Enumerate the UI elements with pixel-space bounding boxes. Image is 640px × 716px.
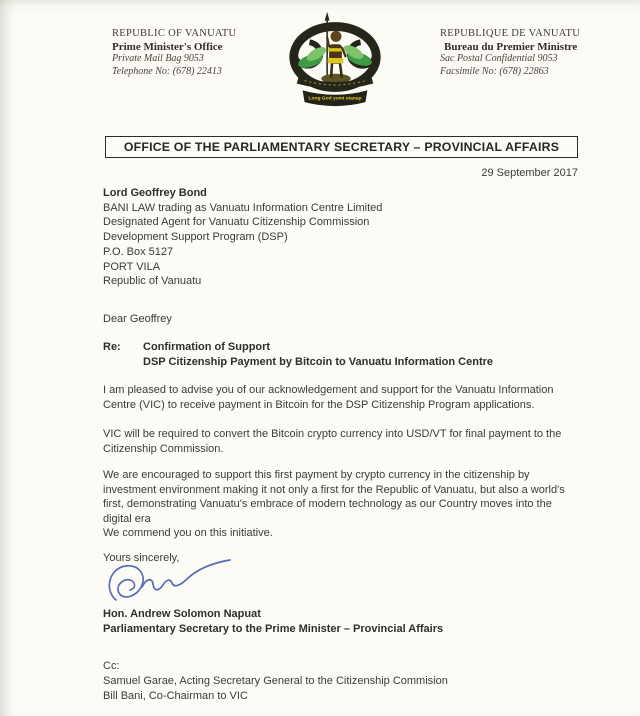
letterhead-right-mailbag: Sac Postal Confidential 9053	[440, 53, 558, 64]
letter-date: 29 September 2017	[481, 167, 578, 179]
cc-entry: Samuel Garae, Acting Secretary General to the Citizenship Commision	[103, 674, 448, 687]
letterhead-right	[440, 28, 580, 78]
subject-block	[103, 340, 578, 369]
letterhead-left	[112, 28, 236, 78]
letterhead-left-mailbag: Private Mail Bag 9053	[112, 53, 204, 64]
recipient-line: Development Support Program (DSP)	[103, 231, 288, 244]
letterhead-left-telephone: Telephone No: (678) 22413	[112, 65, 222, 77]
subject-label: Re:	[103, 341, 121, 353]
recipient-block	[103, 186, 382, 289]
letterhead-right-country: REPUBLIQUE DE VANUATU	[440, 28, 581, 39]
letterhead-right-facsimile: Facsimile No: (678) 22863	[440, 65, 549, 77]
subject-line2: DSP Citizenship Payment by Bitcoin to Vanuatu Information Centre	[143, 355, 494, 368]
recipient-name: Lord Geoffrey Bond	[103, 187, 207, 199]
recipient-line: BANI LAW trading as Vanuatu Information Centre Limited	[103, 201, 383, 214]
paragraph-4: We commend you on this initiative.	[103, 527, 273, 539]
cc-label: Cc:	[103, 660, 120, 672]
motto-ribbon	[303, 90, 368, 106]
recipient-line: Designated Agent for Vanuatu Citizenship Commission	[103, 216, 370, 229]
vanuatu-coat-of-arms-icon	[281, 7, 389, 112]
office-title-banner	[105, 136, 578, 158]
cc-entry: Bill Bani, Co-Chairman to VIC	[103, 689, 248, 702]
salutation: Dear Geoffrey	[103, 313, 172, 325]
paragraph-2: VIC will be required to convert the Bitcoin crypto currency into USD/VT for final payment to the Citizenship Commission.	[103, 428, 562, 455]
paragraph-3: We are encouraged to support this first payment by crypto currency in the citizenship by investment environment making it not only a first for the Republic of Vanuatu, but also a world's first, demonstrating Vanuatu's embrace of modern technology as our Country moves into the digital era	[103, 469, 565, 526]
letterhead-right-office: Bureau du Premier Ministre	[444, 40, 578, 53]
letterhead-left-office: Prime Minister's Office	[112, 40, 223, 53]
closing: Yours sincerely,	[103, 552, 180, 564]
signer-block	[103, 607, 443, 636]
cc-block	[103, 659, 448, 703]
subject-line1: Confirmation of Support	[143, 341, 271, 353]
letterhead-left-country: REPUBLIC OF VANUATU	[112, 28, 237, 39]
office-title-text: OFFICE OF THE PARLIAMENTARY SECRETARY – PROVINCIAL AFFAIRS	[123, 140, 560, 154]
recipient-line: Republic of Vanuatu	[103, 275, 202, 288]
paragraph-1: I am pleased to advise you of our acknowledgement and support for the Vanuatu Information Centre (VIC) to receive payment in Bitcoin for the DSP Citizenship Program applications.	[103, 384, 554, 411]
signer-name: Hon. Andrew Solomon Napuat	[103, 608, 261, 620]
recipient-line: PORT VILA	[103, 260, 161, 273]
recipient-line: P.O. Box 5127	[103, 245, 174, 258]
signer-title: Parliamentary Secretary to the Prime Minister – Provincial Affairs	[103, 622, 444, 635]
motto-text: Long God yumi stanap	[308, 96, 362, 102]
